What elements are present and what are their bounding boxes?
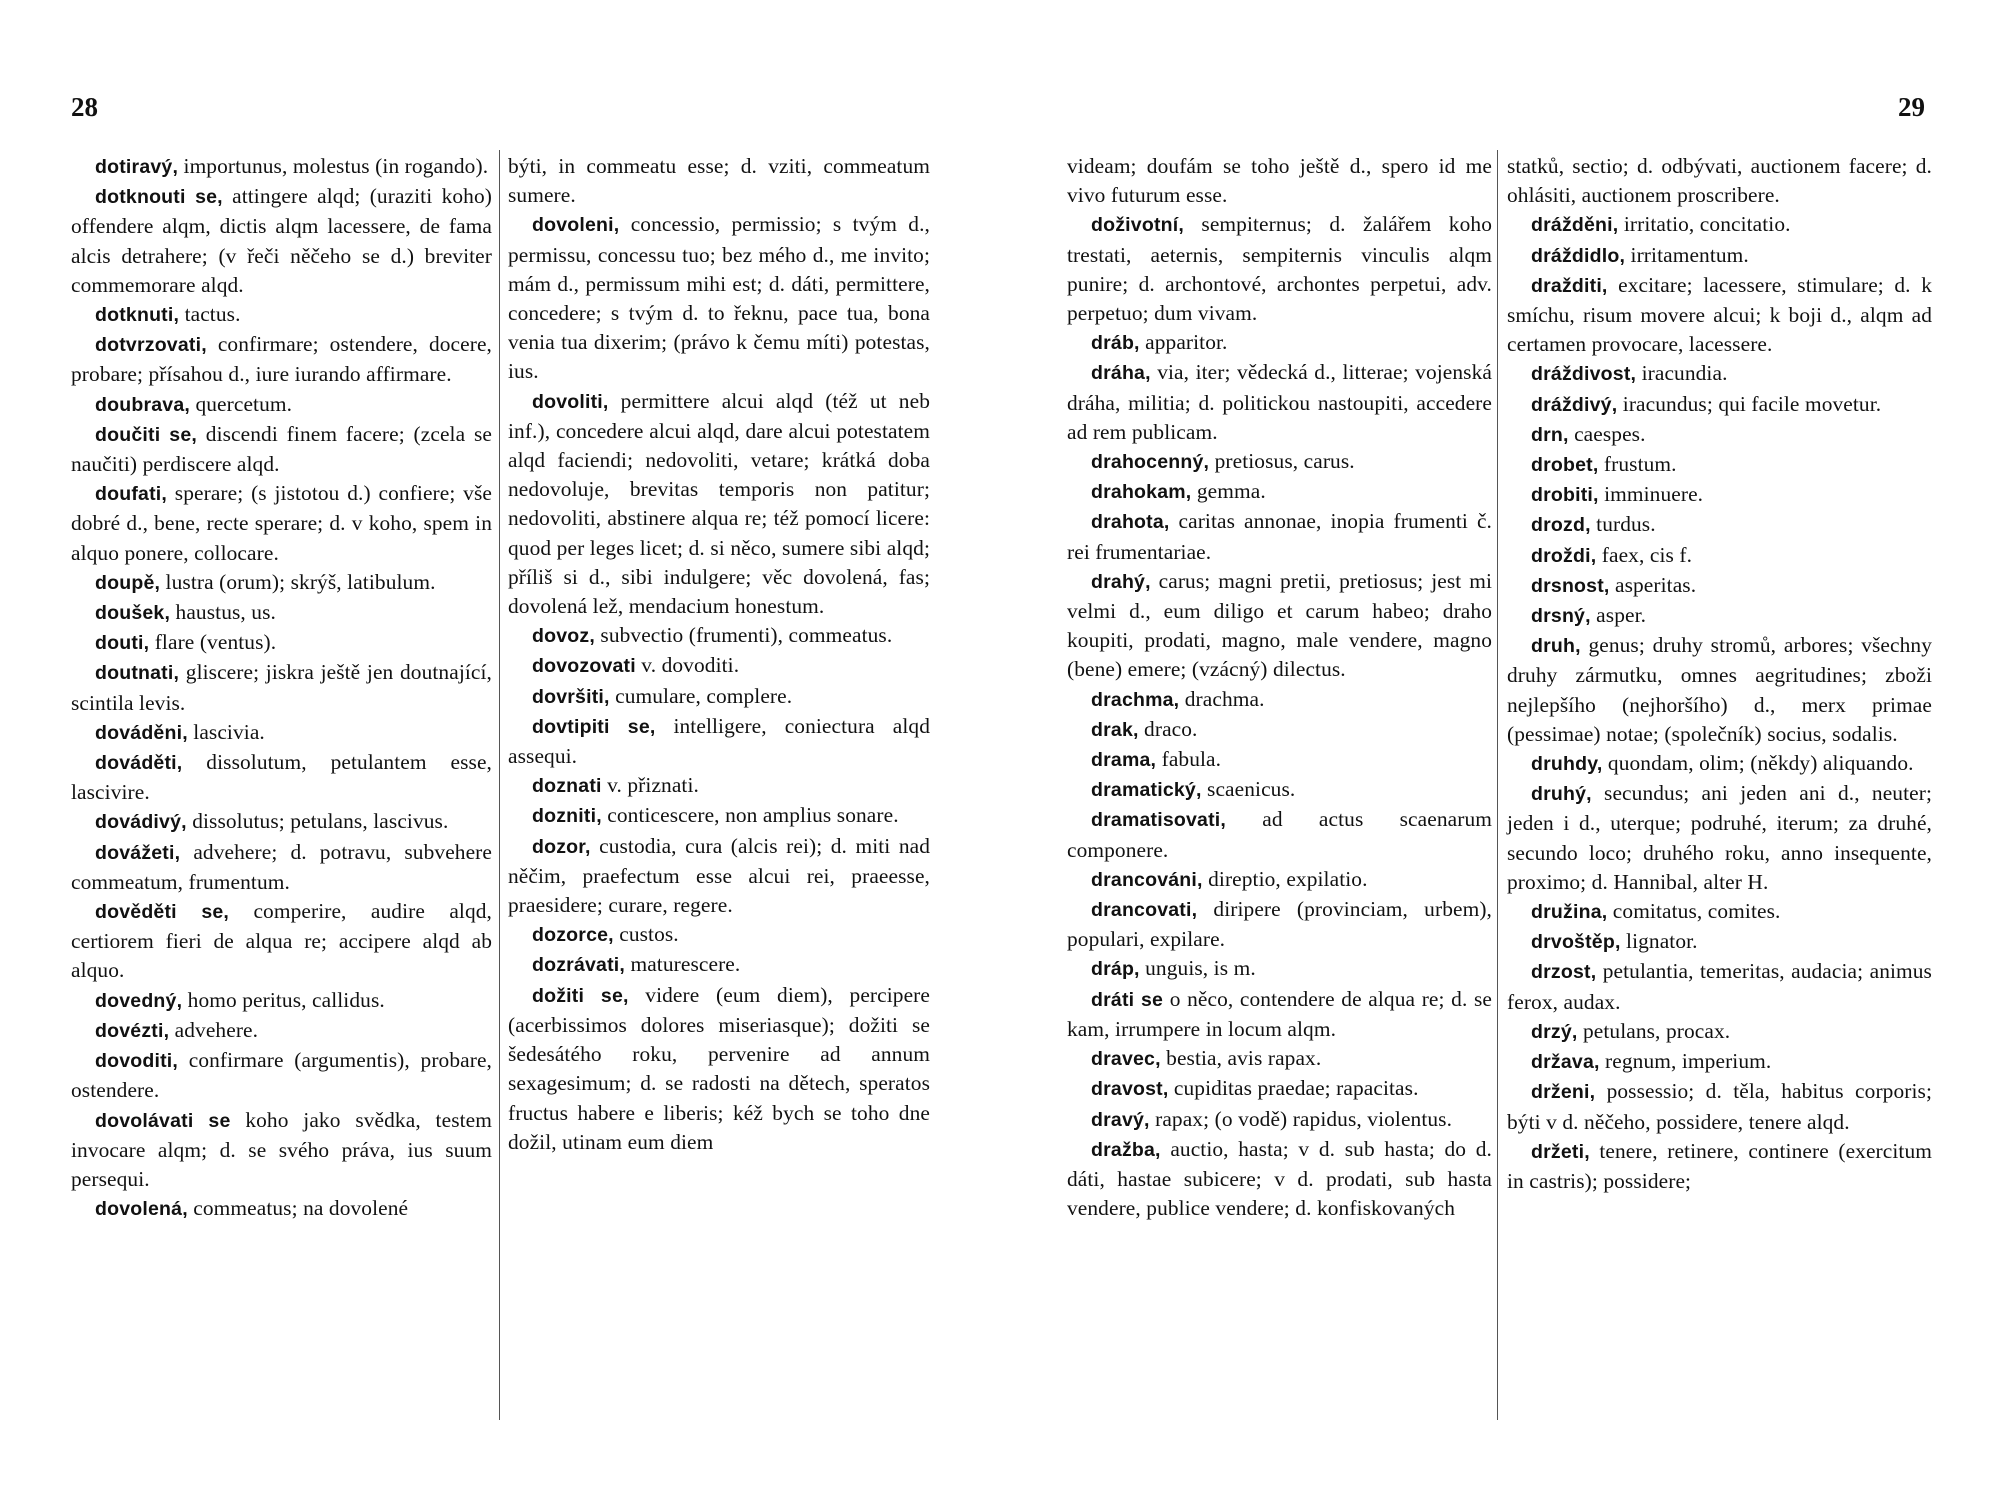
entry-definition: diripere (provinciam, urbem), populari, expilare. [1067, 897, 1492, 952]
page-number-left: 28 [71, 92, 98, 122]
entry-definition: tactus. [179, 302, 241, 327]
entry-headword: dovolená, [95, 1198, 188, 1221]
entry-headword: drahý, [1091, 570, 1151, 593]
dictionary-entry [71, 568, 492, 598]
dictionary-entry [508, 771, 930, 801]
entry-definition: sempiternus; d. žalářem koho trestati, aeternis, sempiternis vinculis alqm punire; d. archontové, archontes perpetui, adv. perpetuo; dum vivam. [1067, 212, 1492, 326]
entry-headword: drachma, [1091, 688, 1180, 711]
entry-definition: regnum, imperium. [1599, 1049, 1772, 1074]
entry-definition: caritas annonae, inopia frumenti č. rei frumentariae. [1067, 509, 1492, 564]
dictionary-entry [71, 1046, 492, 1105]
entry-headword: doživotní, [1091, 214, 1184, 237]
dictionary-entry [1067, 507, 1492, 566]
entry-headword: dotknuti, [95, 304, 180, 327]
dictionary-entry [1507, 271, 1932, 360]
entry-headword: dráždivost, [1531, 363, 1637, 386]
dictionary-entry [508, 387, 930, 622]
entry-headword: drážděni, [1531, 214, 1619, 237]
dictionary-entry [71, 986, 492, 1016]
entry-definition: v. přiznati. [601, 773, 699, 798]
entry-definition: tenere, retinere, continere (exercitum in castris); possidere; [1507, 1138, 1932, 1193]
entry-definition: discendi finem facere; (zcela se naučiti) perdiscere alqd. [71, 421, 493, 477]
dictionary-entry [1507, 390, 1932, 420]
entry-headword: drancováni, [1091, 868, 1203, 891]
dictionary-entry [508, 920, 930, 950]
entry-definition: cupiditas praedae; rapacitas. [1168, 1076, 1419, 1101]
entry-definition: haustus, us. [170, 600, 276, 625]
entry-definition: flare (ventus). [149, 630, 277, 655]
dictionary-entry [1507, 957, 1932, 1016]
entry-definition: turdus. [1590, 512, 1656, 537]
dictionary-entry [71, 598, 492, 628]
entry-headword: dravec, [1091, 1048, 1161, 1071]
entry-definition: scaenicus. [1201, 777, 1296, 802]
entry-headword: dozniti, [532, 805, 602, 828]
entry-headword: dovedný, [95, 989, 183, 1012]
dictionary-entry [1067, 985, 1492, 1044]
entry-headword: drzost, [1531, 961, 1597, 984]
dictionary-entry [71, 807, 492, 837]
dictionary-entry [508, 801, 930, 831]
dictionary-entry [1507, 1017, 1932, 1047]
entry-headword: družina, [1531, 901, 1608, 924]
entry-definition: gemma. [1191, 479, 1266, 504]
column-2 [508, 152, 930, 1157]
entry-definition: bestia, avis rapax. [1160, 1046, 1322, 1071]
entry-headword: dovádivý, [95, 811, 187, 834]
entry-definition: unguis, is m. [1139, 956, 1256, 981]
entry-definition: carus; magni pretii, pretiosus; jest mi velmi d., eum diligo et carum habeo; draho koupiti, prodati, magno, male vendere, magno (bene) emere; (vzácný) dilectus. [1067, 568, 1492, 682]
dictionary-entry [1067, 152, 1492, 210]
dictionary-entry [1067, 745, 1492, 775]
entry-definition: confirmare; ostendere, docere, probare; přísahou d., iure iurando affirmare. [71, 332, 492, 387]
dictionary-entry [71, 838, 492, 897]
dictionary-entry [1067, 954, 1492, 984]
entry-definition: dissolutus; petulans, lascivus. [186, 809, 449, 834]
dictionary-entry [71, 1106, 492, 1195]
entry-definition: attingere alqd; (uraziti koho) offendere alqm, dictis alqm lacessere, de fama alcis detrahere; (v řeči něčeho se d.) breviter commemorare alqd. [71, 184, 492, 297]
dictionary-entry [1067, 328, 1492, 358]
dictionary-entry [1507, 152, 1932, 210]
entry-headword: dováděti, [95, 752, 183, 775]
entry-definition: videre (eum diem), percipere (acerbissimos dolores miseriasque); dožiti se šedesátého roku, pervenire ad annum sexagesimum; d. se radosti na dětech, speratos fructus habere e liberis; kéž bych se toho dne dožil, utinam eum diem [508, 982, 930, 1154]
dictionary-entry [71, 390, 492, 420]
entry-headword: država, [1531, 1051, 1600, 1074]
entry-definition: gliscere; jiskra ještě jen doutnající, scintila levis. [71, 660, 492, 715]
entry-headword: držeti, [1531, 1140, 1590, 1163]
entry-headword: drobiti, [1531, 484, 1599, 507]
dictionary-entry [71, 628, 492, 658]
dictionary-entry [508, 832, 930, 921]
dictionary-entry [71, 658, 492, 717]
entry-headword: dražditi, [1531, 274, 1608, 297]
dictionary-entry [1067, 567, 1492, 685]
entry-definition: pretiosus, carus. [1209, 449, 1355, 474]
dictionary-entry [71, 718, 492, 748]
dictionary-entry [71, 420, 492, 479]
entry-definition: ad actus scaenarum componere. [1067, 807, 1492, 862]
entry-headword: drsný, [1531, 605, 1591, 628]
entry-headword: dověděti se, [95, 901, 230, 924]
dictionary-entry [1507, 631, 1932, 749]
entry-definition: via, iter; vědecká d., litterae; vojenská dráha, militia; d. politickou nastoupiti, accedere ad rem publicam. [1067, 360, 1492, 444]
entry-headword: dotknouti se, [95, 186, 223, 209]
entry-definition: homo peritus, callidus. [182, 987, 385, 1012]
dictionary-entry [1507, 571, 1932, 601]
entry-definition: v. dovoditi. [635, 653, 740, 678]
dictionary-entry [1067, 685, 1492, 715]
dictionary-entry [71, 748, 492, 807]
entry-headword: doušek, [95, 602, 171, 625]
entry-headword: dravý, [1091, 1108, 1150, 1131]
entry-definition: koho jako svědka, testem invocare alqm; d. se svého práva, ius suum persequi. [71, 1107, 492, 1191]
entry-definition: dissolutum, petulantem esse, lascivire. [71, 750, 492, 805]
entry-definition: drachma. [1179, 686, 1265, 711]
dictionary-entry [1507, 601, 1932, 631]
entry-definition: quercetum. [190, 391, 293, 416]
entry-definition: excitare; lacessere, stimulare; d. k smíchu, risum movere alcui; k boji d., alqm ad certamen provocare, lacessere. [1507, 272, 1932, 357]
entry-headword: dotvrzovati, [95, 334, 207, 357]
dictionary-entry [71, 897, 492, 986]
entry-headword: dovoleni, [532, 214, 620, 237]
entry-definition: custos. [613, 922, 679, 947]
dictionary-entry [1507, 779, 1932, 897]
entry-headword: dovoz, [532, 625, 595, 648]
entry-definition: subvectio (frumenti), commeatus. [594, 623, 893, 648]
dictionary-entry [508, 621, 930, 651]
entry-definition: iracundus; qui facile movetur. [1617, 391, 1882, 416]
entry-definition: auctio, hasta; v d. sub hasta; do d. dáti, hastae subicere; v d. prodati, sub hasta vendere, publice vendere; d. konfiskovaných [1067, 1136, 1492, 1221]
entry-definition: draco. [1138, 716, 1198, 741]
entry-headword: douti, [95, 632, 150, 655]
entry-definition: statků, sectio; d. odbývati, auctionem facere; d. ohlásiti, auctionem proscribere. [1507, 154, 1932, 208]
dictionary-entry [71, 152, 492, 182]
entry-definition: comitatus, comites. [1607, 899, 1781, 924]
entry-headword: doznati [532, 775, 602, 798]
dictionary-entry [508, 210, 930, 386]
entry-headword: dráp, [1091, 958, 1140, 981]
dictionary-entry [1067, 865, 1492, 895]
entry-headword: drn, [1531, 423, 1569, 446]
entry-definition: iracundia. [1636, 361, 1728, 386]
dictionary-entry [1067, 447, 1492, 477]
entry-headword: doutnati, [95, 662, 180, 685]
entry-headword: dovtipiti se, [532, 715, 656, 738]
dictionary-entry [1067, 715, 1492, 745]
dictionary-entry [1067, 1044, 1492, 1074]
entry-definition: comperire, audire alqd, certiorem fieri de alqua re; accipere alqd ab alquo. [71, 899, 492, 983]
entry-headword: druhdy, [1531, 753, 1603, 776]
entry-headword: dovolávati se [95, 1109, 231, 1132]
dictionary-entry [1507, 241, 1932, 271]
entry-definition: lascivia. [187, 719, 265, 744]
dictionary-entry [508, 950, 930, 980]
entry-definition: videam; doufám se toho ještě d., spero id me vivo futurum esse. [1067, 154, 1492, 208]
entry-headword: drahocenný, [1091, 451, 1210, 474]
entry-headword: druh, [1531, 635, 1581, 658]
dictionary-entry [1067, 1105, 1492, 1135]
page-number-right: 29 [1898, 92, 1925, 122]
entry-definition: petulantia, temeritas, audacia; animus ferox, audax. [1507, 959, 1932, 1014]
entry-headword: drahota, [1091, 511, 1170, 534]
entry-headword: drženi, [1531, 1081, 1596, 1104]
dictionary-entry [508, 682, 930, 712]
entry-headword: dovoditi, [95, 1050, 179, 1073]
entry-definition: confirmare (argumentis), probare, ostendere. [71, 1048, 492, 1103]
entry-headword: doufati, [95, 483, 168, 506]
dictionary-entry [1507, 359, 1932, 389]
entry-definition: irritatio, concitatio. [1618, 212, 1791, 237]
entry-headword: dožiti se, [532, 984, 629, 1007]
entry-headword: dovršiti, [532, 685, 610, 708]
entry-definition: permittere alcui alqd (též ut neb inf.), concedere alcui alqd, dare alcui potestatem alqd faciendi; nedovoliti, vetare; krátká doba nedovoluje, brevitas temporis non patitur; nedovoliti, abstinere alqua re; též pomocí licere: quod per leges licet; d. si něco, sumere sibi alqd; příliš si d., sibi indulgere; věc dovolená, fas; dovolená lež, mendacium honestum. [508, 388, 930, 619]
dictionary-entry [1507, 210, 1932, 240]
entry-definition: apparitor. [1139, 330, 1228, 355]
entry-definition: irritamentum. [1625, 242, 1749, 267]
entry-definition: imminuere. [1598, 482, 1704, 507]
entry-definition: fabula. [1156, 747, 1222, 772]
entry-headword: drzý, [1531, 1020, 1578, 1043]
dictionary-entry [1067, 1135, 1492, 1224]
entry-definition: intelligere, coniectura alqd assequi. [508, 713, 930, 769]
entry-headword: dráti se [1091, 988, 1164, 1011]
entry-definition: advehere. [169, 1017, 259, 1042]
entry-definition: quondam, olim; (někdy) aliquando. [1602, 751, 1914, 776]
column-rule-right [1497, 150, 1498, 1420]
dictionary-entry [71, 182, 492, 300]
entry-definition: rapax; (o vodě) rapidus, violentus. [1149, 1106, 1453, 1131]
dictionary-entry [1507, 420, 1932, 450]
entry-headword: dozrávati, [532, 954, 626, 977]
entry-definition: asper. [1590, 603, 1647, 628]
dictionary-entry [1067, 358, 1492, 447]
entry-definition: secundus; ani jeden ani d., neuter; jeden i d., uterque; podruhé, iterum; za druhé, secundo loco; druhého roku, anno insequente, proximo; d. Hannibal, alter H. [1507, 781, 1932, 894]
dictionary-entry [71, 1194, 492, 1224]
dictionary-entry [1067, 805, 1492, 864]
entry-definition: o něco, contendere de alqua re; d. se kam, irrumpere in locum alqm. [1067, 986, 1492, 1041]
dictionary-entry [1507, 541, 1932, 571]
entry-definition: commeatus; na dovolené [187, 1196, 409, 1221]
entry-definition: lignator. [1620, 929, 1698, 954]
dictionary-entry [71, 330, 492, 389]
dictionary-entry [1507, 1047, 1932, 1077]
entry-definition: cumulare, complere. [609, 683, 793, 708]
entry-definition: possessio; d. těla, habitus corporis; býti v d. něčeho, possidere, tenere alqd. [1507, 1079, 1932, 1134]
dictionary-entry [508, 152, 930, 210]
entry-headword: drozd, [1531, 514, 1591, 537]
entry-headword: drvoštěp, [1531, 931, 1621, 954]
entry-headword: dráždivý, [1531, 393, 1618, 416]
dictionary-entry [1067, 477, 1492, 507]
entry-headword: doučiti se, [95, 423, 197, 446]
entry-definition: importunus, molestus (in rogando). [178, 154, 489, 178]
dictionary-entry [1067, 775, 1492, 805]
dictionary-entry [1507, 450, 1932, 480]
entry-headword: drahokam, [1091, 481, 1192, 504]
column-3 [1067, 152, 1492, 1223]
entry-headword: dražba, [1091, 1138, 1161, 1161]
dictionary-entry [71, 300, 492, 330]
entry-headword: dozorce, [532, 924, 614, 947]
entry-headword: drak, [1091, 718, 1139, 741]
entry-headword: dramatisovati, [1091, 809, 1227, 832]
entry-definition: lustra (orum); skrýš, latibulum. [160, 569, 436, 594]
entry-headword: drobet, [1531, 454, 1599, 477]
entry-definition: maturescere. [625, 952, 741, 977]
entry-definition: frustum. [1598, 452, 1677, 477]
dictionary-entry [1067, 210, 1492, 328]
entry-headword: drsnost, [1531, 574, 1610, 597]
column-rule-left [499, 150, 500, 1420]
entry-headword: dráb, [1091, 332, 1140, 355]
entry-definition: genus; druhy stromů, arbores; všechny druhy zármutku, omnes aegritudines; zboži nejlepšího (nejhoršího) d., merx primae (pessimae) notae; (společník) socius, sodalis. [1507, 633, 1932, 746]
column-1 [71, 152, 492, 1224]
column-4 [1507, 152, 1932, 1196]
entry-definition: direptio, expilatio. [1202, 866, 1368, 891]
dictionary-entry [508, 981, 930, 1157]
entry-definition: faex, cis f. [1596, 542, 1693, 567]
dictionary-entry [1507, 480, 1932, 510]
entry-definition: asperitas. [1609, 572, 1697, 597]
entry-definition: sperare; (s jistotou d.) confiere; vše dobré d., bene, recte sperare; d. v koho, spem in alquo ponere, collocare. [71, 481, 492, 565]
dictionary-entry [508, 651, 930, 681]
entry-headword: drama, [1091, 749, 1157, 772]
dictionary-entry [71, 1016, 492, 1046]
dictionary-entry [1507, 1137, 1932, 1196]
entry-definition: býti, in commeatu esse; d. vziti, commeatum sumere. [508, 154, 930, 208]
entry-definition: petulans, procax. [1577, 1018, 1731, 1043]
entry-headword: dováděni, [95, 721, 188, 744]
dictionary-entry [1507, 1077, 1932, 1136]
entry-headword: dovozovati [532, 655, 636, 678]
dictionary-entry [1507, 927, 1932, 957]
entry-headword: dotiravý, [95, 156, 179, 178]
entry-headword: dráha, [1091, 362, 1151, 385]
entry-headword: dramatický, [1091, 779, 1202, 802]
entry-headword: doupě, [95, 571, 161, 594]
dictionary-entry [1507, 897, 1932, 927]
dictionary-entry [1067, 1074, 1492, 1104]
dictionary-entry [1067, 895, 1492, 954]
entry-definition: caespes. [1568, 421, 1646, 446]
dictionary-entry [1507, 510, 1932, 540]
entry-headword: dozor, [532, 835, 591, 858]
entry-definition: concessio, permissio; s tvým d., permissu, concessu tuo; bez mého d., me invito; mám d., permissum mihi est; d. dáti, permittere, concedere; s tvým d. to řeknu, pace tua, bona venia tua dixerim; (právo k čemu míti) potestas, ius. [508, 212, 930, 384]
entry-headword: drancovati, [1091, 899, 1198, 922]
entry-headword: dovézti, [95, 1019, 170, 1042]
dictionary-entry [1507, 749, 1932, 779]
entry-definition: advehere; d. potravu, subvehere commeatum, frumentum. [71, 839, 492, 894]
entry-headword: doubrava, [95, 393, 190, 416]
entry-headword: droždi, [1531, 544, 1597, 567]
dictionary-entry [508, 712, 930, 771]
entry-headword: dráždidlo, [1531, 244, 1626, 267]
entry-headword: dovážeti, [95, 841, 181, 864]
entry-headword: dravost, [1091, 1078, 1169, 1101]
entry-headword: dovoliti, [532, 390, 609, 413]
entry-definition: conticescere, non amplius sonare. [601, 803, 899, 828]
entry-headword: druhý, [1531, 783, 1592, 806]
entry-definition: custodia, cura (alcis rei); d. miti nad něčim, praefectum esse alcui rei, praeesse, praesidere; curare, regere. [508, 833, 930, 918]
dictionary-entry [71, 479, 492, 568]
